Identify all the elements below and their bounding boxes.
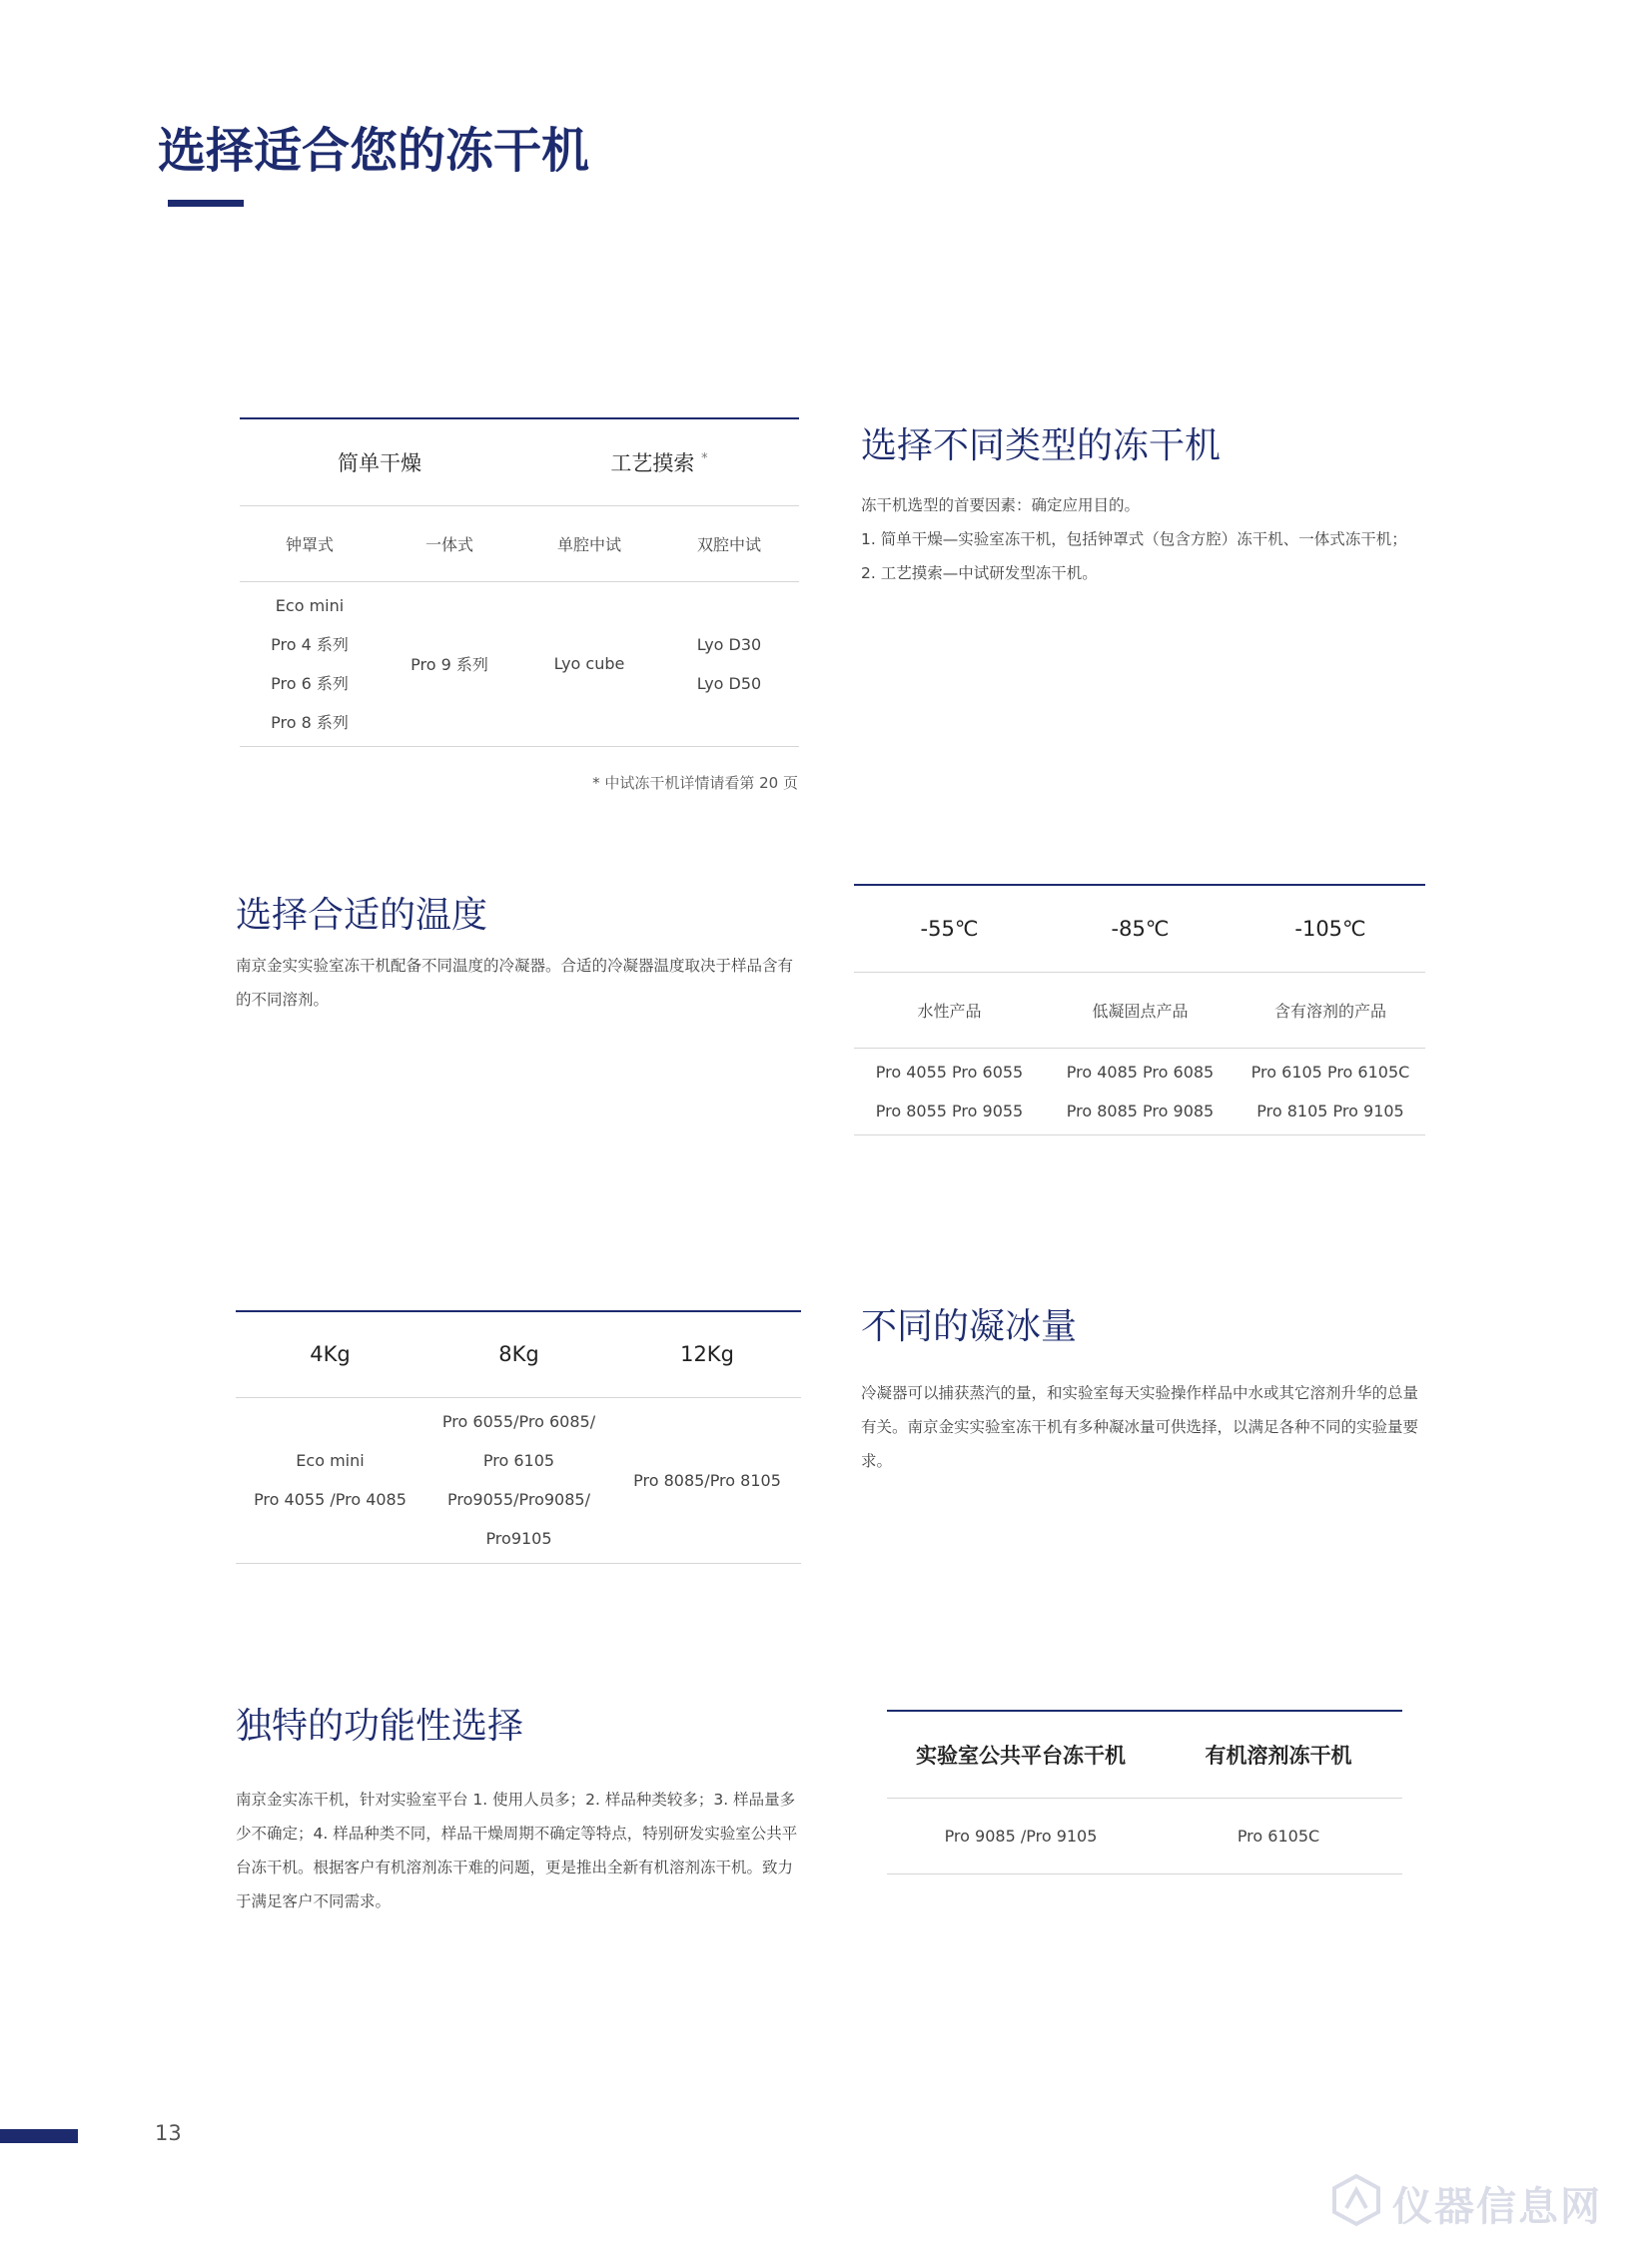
type-aqueous: 水性产品 [854, 972, 1045, 1048]
temperature-table [854, 884, 1425, 1135]
capacity-table [236, 1310, 801, 1564]
section1-text: 冻干机选型的首要因素：确定应用目的。 1. 简单干燥—实验室冻干机，包括钟罩式（包含方腔）冻干机、一体式冻干机； 2. 工艺摸索—中试研发型冻干机。 [861, 496, 1407, 582]
capacity-12kg: 12Kg [613, 1311, 801, 1397]
cell-single-chamber-models: Lyo cube [519, 581, 659, 746]
cell-dual-chamber-models: Lyo D30 Lyo D50 [659, 581, 799, 746]
page-number: 13 [155, 2121, 182, 2145]
type-table [240, 417, 799, 747]
models-4kg: Eco mini Pro 4055 /Pro 4085 [236, 1397, 424, 1563]
section1-title: 选择不同类型的冻干机 [861, 425, 1222, 466]
models-85: Pro 4085 Pro 6085 Pro 8085 Pro 9085 [1045, 1048, 1236, 1134]
temp-55: -55℃ [854, 885, 1045, 972]
section3-text: 冷凝器可以捕获蒸汽的量，和实验室每天实验操作样品中水或其它溶剂升华的总量有关。南京金实实验室冻干机有多种凝冰量可供选择，以满足各种不同的实验量要求。 [861, 1384, 1419, 1470]
models-55: Pro 4055 Pro 6055 Pro 8055 Pro 9055 [854, 1048, 1045, 1134]
models-8kg: Pro 6055/Pro 6085/ Pro 6105 Pro9055/Pro9085/ Pro9105 [424, 1397, 613, 1563]
capacity-8kg: 8Kg [424, 1311, 613, 1397]
section3-title: 不同的凝冰量 [861, 1306, 1078, 1347]
models-105: Pro 6105 Pro 6105C Pro 8105 Pro 9105 [1236, 1048, 1425, 1134]
watermark-logo-icon [1328, 2172, 1384, 2228]
type-table-footnote: * 中试冻干机详情请看第 20 页 [592, 774, 798, 792]
section4-title: 独特的功能性选择 [236, 1706, 524, 1747]
col-integrated: 一体式 [380, 505, 519, 581]
col-single-chamber: 单腔中试 [519, 505, 659, 581]
capacity-4kg: 4Kg [236, 1311, 424, 1397]
temp-105: -105℃ [1236, 885, 1425, 972]
header-organic-solvent: 有机溶剂冻干机 [1155, 1711, 1402, 1798]
header-public-platform: 实验室公共平台冻干机 [887, 1711, 1155, 1798]
function-table [887, 1710, 1402, 1874]
cell-integrated-models: Pro 9 系列 [380, 581, 519, 746]
cell-bell-jar-models: Eco mini Pro 4 系列 Pro 6 系列 Pro 8 系列 [240, 581, 380, 746]
models-organic-solvent: Pro 6105C [1155, 1798, 1402, 1873]
models-public-platform: Pro 9085 /Pro 9105 [887, 1798, 1155, 1873]
page-number-bar [0, 2129, 78, 2143]
group-simple-drying: 简单干燥 [240, 418, 519, 505]
group-process: 工艺摸索 * [519, 418, 799, 505]
title-accent-bar [168, 200, 244, 207]
section4-text: 南京金实冻干机，针对实验室平台 1. 使用人员多；2. 样品种类较多；3. 样品量多少不确定；4. 样品种类不同，样品干燥周期不确定等特点，特别研发实验室公共平台冻干机。根据客户有机溶剂冻干难的问题，更是推出全新有机溶剂冻干机。致力于满足客户不同需求。 [236, 1791, 798, 1910]
col-dual-chamber: 双腔中试 [659, 505, 799, 581]
section2-title: 选择合适的温度 [236, 895, 488, 936]
models-12kg: Pro 8085/Pro 8105 [613, 1397, 801, 1563]
page-title: 选择适合您的冻干机 [158, 123, 590, 179]
watermark: 仪器信息网 [1328, 2169, 1638, 2231]
col-bell-jar: 钟罩式 [240, 505, 380, 581]
temp-85: -85℃ [1045, 885, 1236, 972]
type-low-freezing: 低凝固点产品 [1045, 972, 1236, 1048]
type-solvent: 含有溶剂的产品 [1236, 972, 1425, 1048]
section2-text: 南京金实实验室冻干机配备不同温度的冷凝器。合适的冷凝器温度取决于样品含有的不同溶剂。 [236, 957, 794, 1009]
